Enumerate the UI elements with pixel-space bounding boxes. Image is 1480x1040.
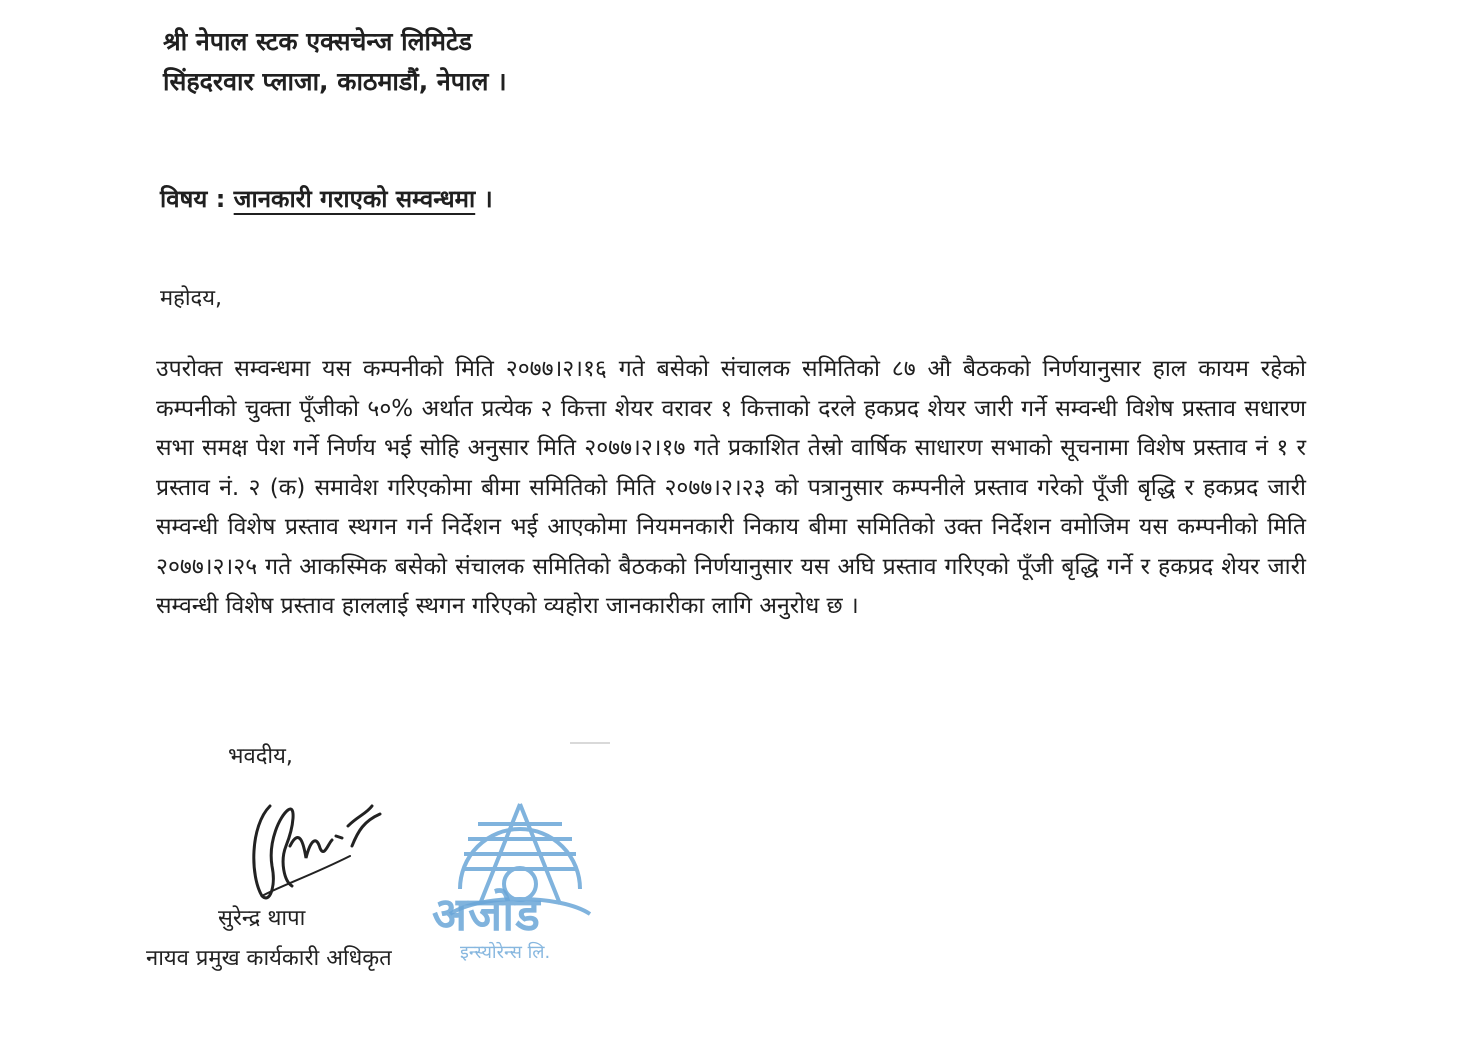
- recipient-line-2: सिंहदरवार प्लाजा, काठमाडौं, नेपाल ।: [163, 67, 507, 96]
- signer-title: नायव प्रमुख कार्यकारी अधिकृत: [146, 946, 392, 971]
- subject-label: विषय :: [160, 185, 226, 213]
- subject-line: [160, 182, 493, 215]
- body-paragraph: उपरोक्त सम्वन्धमा यस कम्पनीको मिति २०७७।२।१६ गते बसेको संचालक समितिको ८७ औ बैठकको निर्णयानुसार हाल कायम रहेको कम्पनीको चुक्ता पूँजीको ५०% अर्थात प्रत्येक २ कित्ता शेयर वरावर १ कित्ताको दरले हकप्रद शेयर जारी गर्ने सम्वन्धी विशेष प्रस्ताव सधारण सभा समक्ष पेश गर्ने निर्णय भई सोहि अनुसार मिति २०७७।२।१७ गते प्रकाशित तेस्रो वार्षिक साधारण सभाको सूचनामा विशेष प्रस्ताव नं १ र प्रस्ताव नं. २ (क) समावेश गरिएकोमा बीमा समितिको मिति २०७७।२।२३ को पत्रानुसार कम्पनीले प्रस्ताव गरेको पूँजी बृद्धि र हकप्रद जारी सम्वन्धी विशेष प्रस्ताव स्थगन गर्न निर्देशन भई आएकोमा नियमनकारी निकाय बीमा समितिको उक्त निर्देशन वमोजिम यस कम्पनीको मिति २०७७।२।२५ गते आकस्मिक बसेको संचालक समितिको बैठकको निर्णयानुसार यस अघि प्रस्ताव गरिएको पूँजी बृद्धि गर्ने र हकप्रद शेयर जारी सम्वन्धी विशेष प्रस्ताव हाललाई स्थगन गरिएको व्यहोरा जानकारीका लागि अनुरोध छ ।: [156, 356, 1306, 619]
- recipient-line-1: श्री नेपाल स्टक एक्सचेन्ज लिमिटेड: [163, 27, 472, 56]
- salutation: महोदय,: [160, 286, 222, 311]
- signer-name: सुरेन्द्र थापा: [218, 906, 306, 931]
- recipient-address: [163, 22, 507, 102]
- seal-text-sub: इन्स्योरेन्स लि.: [460, 942, 551, 963]
- seal-text-main: अजोड: [432, 887, 541, 941]
- ink-smudge: [570, 742, 610, 744]
- subject-end: ।: [483, 185, 493, 213]
- company-seal: [420, 764, 620, 974]
- signature-mark: [240, 786, 400, 916]
- subject-text: जानकारी गराएको सम्वन्धमा: [233, 185, 476, 213]
- closing: भवदीय,: [228, 744, 293, 769]
